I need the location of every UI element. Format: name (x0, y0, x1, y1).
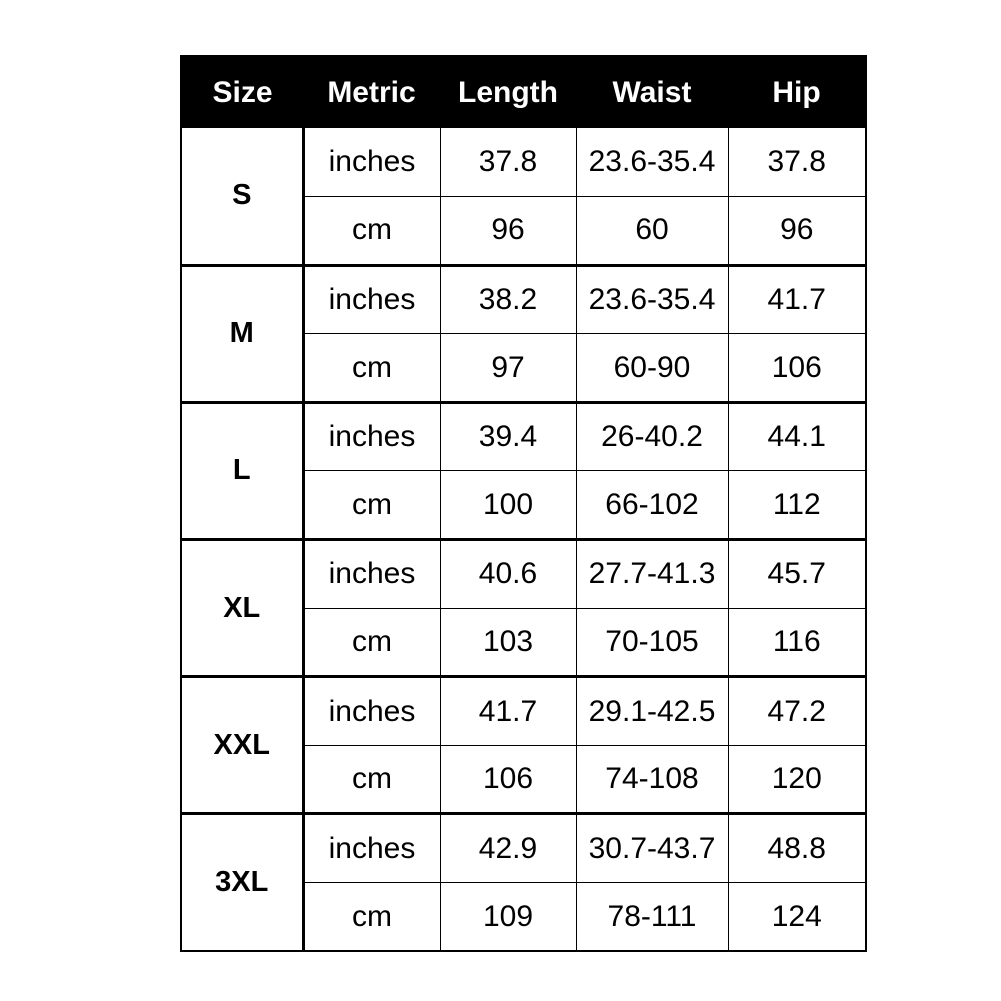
header-hip: Hip (728, 56, 866, 128)
metric-cell: cm (303, 883, 440, 952)
waist-cell: 27.7-41.3 (576, 540, 728, 609)
metric-cell: inches (303, 402, 440, 471)
table-body (181, 128, 866, 951)
table-row (181, 540, 866, 609)
waist-cell: 60-90 (576, 334, 728, 403)
metric-cell: cm (303, 471, 440, 540)
hip-cell: 45.7 (728, 540, 866, 609)
hip-cell: 116 (728, 608, 866, 677)
length-cell: 96 (440, 197, 576, 266)
header-waist: Waist (576, 56, 728, 128)
length-cell: 106 (440, 745, 576, 814)
length-cell: 40.6 (440, 540, 576, 609)
metric-cell: inches (303, 677, 440, 746)
length-cell: 100 (440, 471, 576, 540)
waist-cell: 74-108 (576, 745, 728, 814)
table-row (181, 265, 866, 334)
metric-cell: cm (303, 608, 440, 677)
hip-cell: 41.7 (728, 265, 866, 334)
table-row (181, 402, 866, 471)
waist-cell: 23.6-35.4 (576, 265, 728, 334)
header-length: Length (440, 56, 576, 128)
hip-cell: 37.8 (728, 128, 866, 197)
waist-cell: 23.6-35.4 (576, 128, 728, 197)
waist-cell: 78-111 (576, 883, 728, 952)
length-cell: 42.9 (440, 814, 576, 883)
table-row (181, 677, 866, 746)
hip-cell: 47.2 (728, 677, 866, 746)
header-metric: Metric (303, 56, 440, 128)
waist-cell: 30.7-43.7 (576, 814, 728, 883)
size-label: L (181, 402, 303, 539)
hip-cell: 120 (728, 745, 866, 814)
metric-cell: cm (303, 197, 440, 266)
length-cell: 37.8 (440, 128, 576, 197)
metric-cell: inches (303, 265, 440, 334)
table-header (181, 56, 866, 128)
hip-cell: 124 (728, 883, 866, 952)
waist-cell: 29.1-42.5 (576, 677, 728, 746)
hip-cell: 96 (728, 197, 866, 266)
length-cell: 97 (440, 334, 576, 403)
size-label: M (181, 265, 303, 402)
length-cell: 103 (440, 608, 576, 677)
size-label: XXL (181, 677, 303, 814)
size-label: XL (181, 540, 303, 677)
size-chart-table (180, 55, 867, 952)
table-row (181, 128, 866, 197)
waist-cell: 70-105 (576, 608, 728, 677)
size-label: 3XL (181, 814, 303, 951)
length-cell: 109 (440, 883, 576, 952)
table-row (181, 814, 866, 883)
metric-cell: cm (303, 745, 440, 814)
hip-cell: 44.1 (728, 402, 866, 471)
waist-cell: 26-40.2 (576, 402, 728, 471)
length-cell: 38.2 (440, 265, 576, 334)
size-label: S (181, 128, 303, 265)
metric-cell: inches (303, 128, 440, 197)
length-cell: 39.4 (440, 402, 576, 471)
hip-cell: 48.8 (728, 814, 866, 883)
hip-cell: 112 (728, 471, 866, 540)
waist-cell: 60 (576, 197, 728, 266)
metric-cell: cm (303, 334, 440, 403)
metric-cell: inches (303, 540, 440, 609)
length-cell: 41.7 (440, 677, 576, 746)
hip-cell: 106 (728, 334, 866, 403)
metric-cell: inches (303, 814, 440, 883)
waist-cell: 66-102 (576, 471, 728, 540)
header-row (181, 56, 866, 128)
header-size: Size (181, 56, 303, 128)
